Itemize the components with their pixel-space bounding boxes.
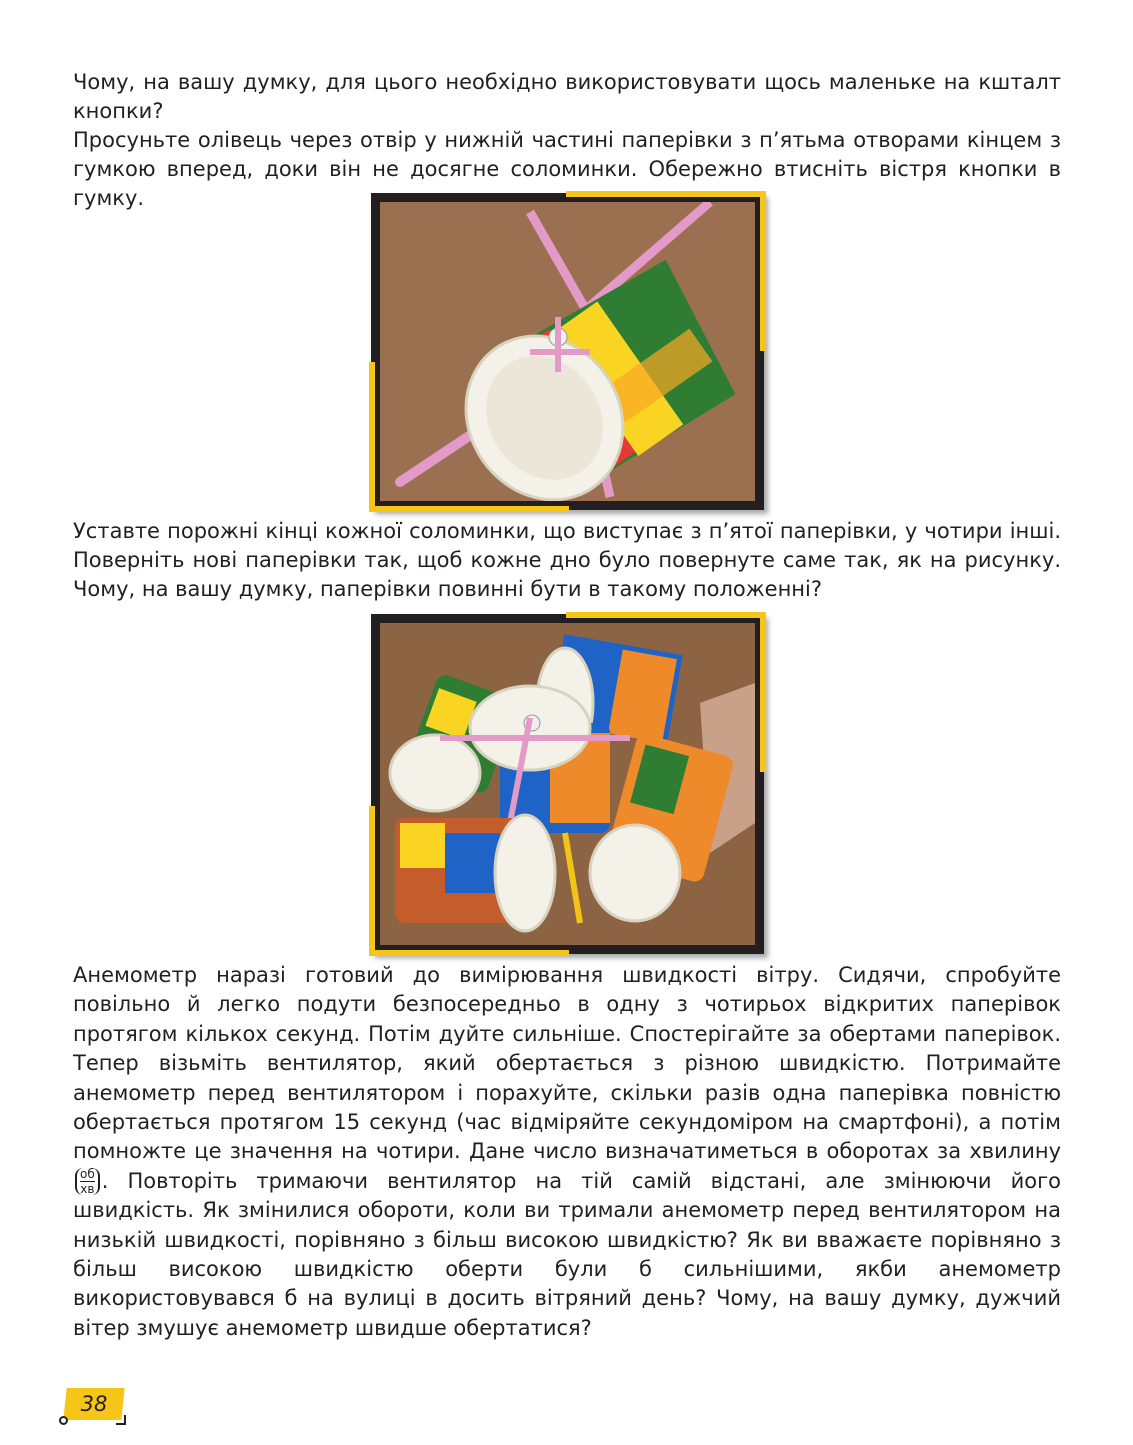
page-marker-circle-icon: [59, 1416, 68, 1425]
rpm-fraction: [75, 1168, 100, 1195]
anemometer-illustration: [380, 623, 755, 945]
fraction-numerator: об: [80, 1167, 95, 1182]
paragraph-straw-instruction: Уставте порожні кінці кожної соломинки, що виступає з п’ятої паперівки, у чотири інші. Поверніть нові паперівки так, щоб кожне дно було повернуте саме так, як на рисунку. Чому, на вашу думку, паперівки повинні бути в такому положенні?: [73, 519, 1061, 601]
paragraph-measurement-instruction: [73, 961, 1061, 1343]
page-number: 38: [80, 1392, 108, 1416]
measurement-text-part2: . Повторіть тримаючи вентилятор на тій самій відстані, але змінюючи його швидкість. Як змінилися обороти, коли ви тримали анемометр перед вентилятором на низькій швидкості, порівняно з більш високою швидкістю? Як ви вважаєте порівняно з більш високою швидкістю оберти були б сильнішими, якби анемометр використовувався б на вулиці в досить вітряний день? Чому, на вашу думку, дужчий вітер змушує анемометр швидше обертатися?: [73, 1168, 1061, 1340]
measurement-text-part1: Анемометр наразі готовий до вимірювання швидкості вітру. Сидячи, спробуйте повільно й легко подути безпосередньо в одну з чотирьох відкритих паперівок протягом кількох секунд. Потім дуйте сильніше. Спостерігайте за обертами паперівок. Тепер візьміть вентилятор, який обертається з різною швидкістю. Потримайте анемометр перед вентилятором і порахуйте, скільки разів одна паперівка повністю обертається протягом 15 секунд (час відміряйте секундоміром на смартфоні), а потім помножте це значення на чотири. Дане число визначатиметься в оборотах за хвилину: [73, 963, 1061, 1164]
cup-with-straws-illustration: [380, 202, 755, 501]
page-marker-bracket-icon: [116, 1415, 126, 1425]
photo-assembled-anemometer: [380, 623, 755, 945]
paragraph-intro-question: Чому, на вашу думку, для цього необхідно використовувати щось маленьке на кшталт кнопки?: [73, 70, 1061, 123]
photo-cup-with-straws: [380, 202, 755, 501]
fraction-denominator: хв: [80, 1182, 95, 1197]
paragraph-pencil-instruction: Просуньте олівець через отвір у нижній частині паперівки з п’ятьма отворами кінцем з гумкою вперед, доки він не досягне соломинки. Обережно втисніть вістря кнопки в гумку.: [73, 128, 1061, 210]
photo-frame-single-cup: [371, 193, 764, 510]
photo-frame-assembled-anemometer: [371, 614, 764, 954]
